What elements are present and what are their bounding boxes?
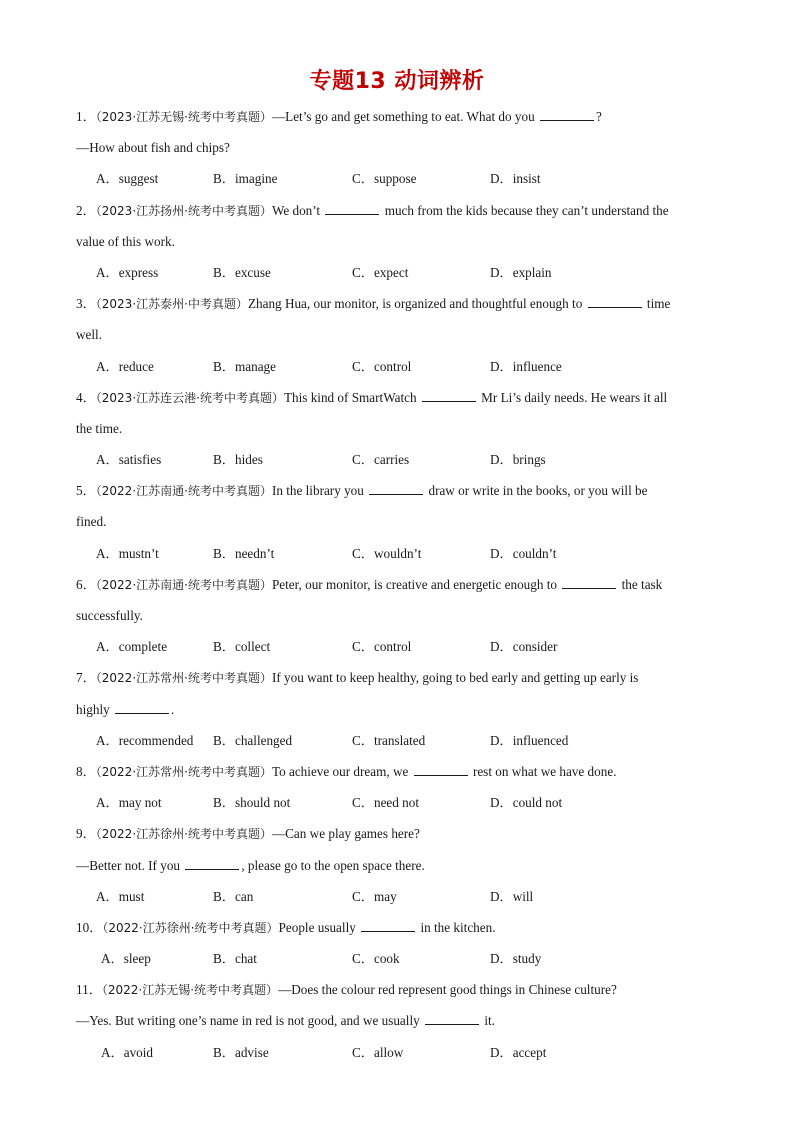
option-d: D．study [490,951,542,967]
stem-text: —Better not. If you [76,857,184,873]
option-a: A．express [96,264,159,280]
question-source: （2022·江苏常州·统考中考真题） [95,671,272,686]
option-d: D．accept [490,1044,547,1060]
question-stem [76,389,726,420]
stem-text: it. [481,1013,495,1029]
question-source: （2022·江苏南通·统考中考真题） [95,577,272,592]
stem-line-2: successfully. [76,608,143,623]
option-d: D．couldn’t [490,545,557,561]
stem-line-2 [76,857,726,888]
page-title: 专题13 动词辨析 [309,69,485,94]
stem-text: If you want to keep healthy, going to bed early and getting up early is [271,670,639,686]
answer-blank [361,919,415,932]
option-a: A．must [96,888,145,904]
answer-blank [414,763,468,776]
question-stem [76,295,726,326]
stem-text: highly [76,701,113,717]
stem-text: To achieve our dream, we [271,763,412,779]
option-b: B．chat [213,951,257,967]
options-row [76,1044,726,1075]
option-b: B．manage [213,358,276,374]
question-6 [76,576,726,670]
options-row [76,732,726,763]
answer-blank [425,1012,479,1025]
question-stem [76,763,726,794]
question-stem [76,108,726,139]
stem-text: Mr Li’s daily needs. He wears it all [477,389,668,405]
option-c: C．translated [352,732,426,748]
options-row [76,170,726,201]
options-row [76,950,726,981]
question-stem [76,825,726,856]
option-a: A．suggest [96,171,159,187]
question-stem [76,669,726,700]
question-source: （2023·江苏扬州·统考中考真题） [95,203,272,218]
option-b: B．challenged [213,732,293,748]
option-c: C．control [352,639,412,655]
stem-text: —Can we play games here? [271,826,420,842]
option-b: B．collect [213,639,271,655]
option-a: A．avoid [101,1044,154,1060]
answer-blank [562,576,616,589]
question-3 [76,295,726,389]
question-stem [76,919,726,950]
option-c: C．need not [352,795,420,811]
stem-text: the task [618,576,663,592]
question-4 [76,389,726,483]
question-1 [76,108,726,202]
option-c: C．suppose [352,171,417,187]
stem-line-2: the time. [76,420,123,436]
question-number: 9． [76,826,96,842]
option-d: D．brings [490,452,546,468]
option-a: A．complete [96,639,168,655]
options-row [76,794,726,825]
question-number: 10． [76,919,103,935]
option-b: B．advise [213,1044,269,1060]
option-d: D．explain [490,264,552,280]
option-d: D．influence [490,358,562,374]
stem-text: time [643,296,671,312]
options-row [76,264,726,295]
options-row [76,545,726,576]
answer-blank [540,108,594,121]
option-d: D．could not [490,795,563,811]
option-c: C．carries [352,452,410,468]
options-row [76,638,726,669]
option-c: C．expect [352,264,409,280]
options-row [76,451,726,482]
question-stem [76,482,726,513]
question-number: 8． [76,763,96,779]
option-d: D．insist [490,171,541,187]
options-row [76,888,726,919]
answer-blank [185,857,239,870]
question-source: （2022·江苏南通·统考中考真题） [95,484,272,499]
option-c: C．may [352,888,397,904]
stem-line-2: value of this work. [76,233,175,249]
option-b: B．should not [213,795,291,811]
option-d: D．influenced [490,732,569,748]
option-c: C．allow [352,1044,404,1060]
question-number: 11． [76,982,102,998]
question-source: （2022·江苏无锡·统考中考真题） [101,983,279,998]
option-a: A．satisfies [96,452,162,468]
question-source: （2022·江苏徐州·统考中考真题） [95,827,272,842]
question-8 [76,763,726,825]
question-stem [76,202,726,233]
question-stem [76,981,726,1012]
question-list [76,108,726,1075]
question-number: 1． [76,109,96,124]
answer-blank [422,389,476,402]
question-number: 3． [76,296,96,312]
question-source: （2023·江苏无锡·统考中考真题） [95,110,272,124]
answer-blank [325,202,379,215]
option-b: B．excuse [213,264,271,280]
answer-blank [588,295,642,308]
question-source: （2023·江苏连云港·统考中考真题） [95,390,284,405]
option-d: D．consider [490,639,558,655]
question-source: （2023·江苏泰州·中考真题） [95,297,248,312]
stem-text: draw or write in the books, or you will be [425,483,648,499]
stem-line-2: —How about fish and chips? [76,140,230,156]
question-number: 6． [76,576,96,592]
stem-text: . [171,701,175,717]
question-number: 5． [76,483,96,499]
options-row [76,358,726,389]
question-7 [76,669,726,763]
stem-text: Peter, our monitor, is creative and energetic enough to [271,576,561,592]
stem-text: in the kitchen. [417,919,496,935]
option-a: A．reduce [96,358,154,374]
answer-blank [369,482,423,495]
option-c: C．control [352,358,412,374]
option-a: A．sleep [101,951,151,967]
stem-line-2: well. [76,327,103,343]
option-b: B．hides [213,452,263,468]
question-5 [76,482,726,576]
question-9 [76,825,726,919]
option-a: A．mustn’t [96,545,159,561]
stem-line-2 [76,701,726,732]
question-11 [76,981,726,1075]
stem-line-2: fined. [76,514,107,530]
stem-line-2 [76,1012,726,1043]
stem-text: —Does the colour red represent good things in Chinese culture? [278,982,617,998]
option-b: B．can [213,888,254,904]
question-stem [76,576,726,607]
stem-text: —Let’s go and get something to eat. What do you [271,109,538,124]
option-b: B．needn’t [213,545,275,561]
stem-text: much from the kids because they can’t understand the [381,202,669,218]
stem-text: This kind of SmartWatch [283,389,420,405]
option-d: D．will [490,888,534,904]
answer-blank [115,701,169,714]
option-a: A．recommended [96,732,194,748]
option-c: C．cook [352,951,400,967]
question-number: 4． [76,389,96,405]
stem-text: ? [595,109,602,124]
option-a: A．may not [96,795,162,811]
question-2 [76,202,726,296]
stem-text: rest on what we have done. [469,763,617,779]
question-source: （2022·江苏常州·统考中考真题） [95,764,272,779]
stem-text: , please go to the open space there. [241,857,425,873]
option-b: B．imagine [213,171,278,187]
stem-text: In the library you [271,483,368,499]
question-number: 2． [76,202,96,218]
question-source: （2022·江苏徐州·统考中考真题） [102,920,279,935]
question-number: 7． [76,670,96,686]
stem-text: Zhang Hua, our monitor, is organized and thoughtful enough to [247,296,586,312]
question-10 [76,919,726,981]
stem-text: People usually [278,919,360,935]
option-c: C．wouldn’t [352,545,422,561]
stem-text: —Yes. But writing one’s name in red is not good, and we usually [76,1013,424,1029]
stem-text: We don’t [271,202,324,218]
